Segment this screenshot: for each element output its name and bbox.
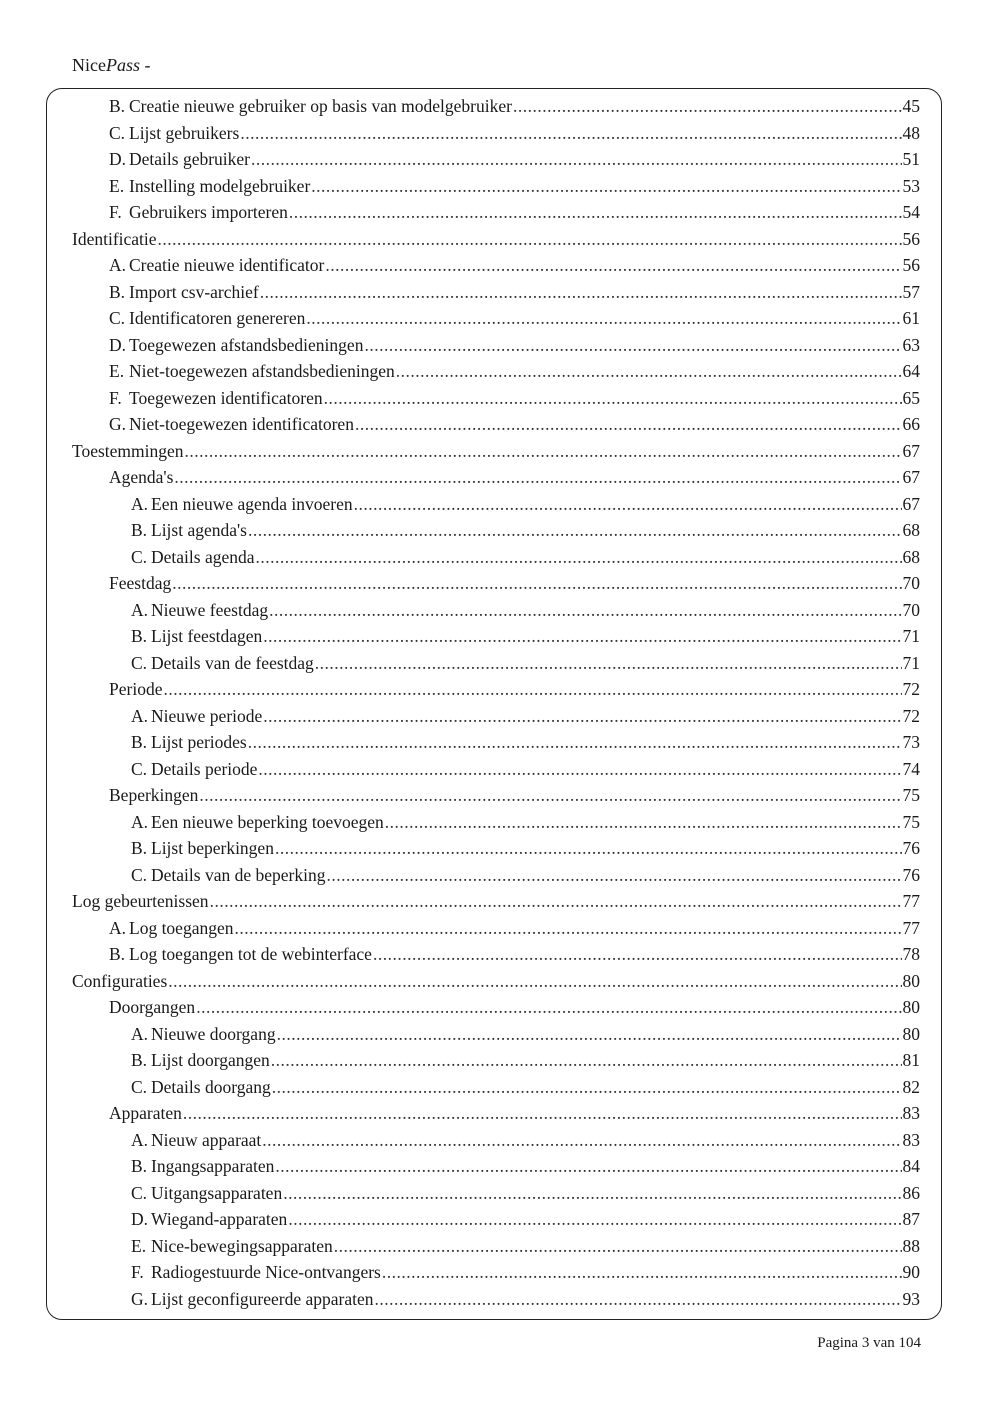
toc-dot-leader <box>199 783 901 807</box>
toc-entry[interactable] <box>72 1075 920 1102</box>
toc-entry-page-number: 67 <box>902 467 920 487</box>
toc-dot-leader <box>248 518 902 542</box>
toc-entry[interactable] <box>72 1234 920 1261</box>
toc-entry[interactable] <box>72 1154 920 1181</box>
toc-entry[interactable] <box>72 333 920 360</box>
toc-dot-leader <box>251 147 902 171</box>
toc-entry-title: Periode <box>109 679 163 699</box>
toc-entry-title: Agenda's <box>109 467 174 487</box>
toc-entry-page-number: 71 <box>902 652 920 673</box>
toc-entry[interactable] <box>72 147 920 174</box>
toc-entry-letter: B. <box>131 626 148 646</box>
toc-entry[interactable] <box>72 916 920 943</box>
toc-entry-title: Radiogestuurde Nice-ontvangers <box>151 1262 381 1282</box>
toc-entry-page-number: 53 <box>902 175 920 196</box>
toc-entry-page-number: 83 <box>902 1103 920 1123</box>
toc-entry-title: Een nieuwe beperking toevoegen <box>151 811 384 832</box>
toc-entry-letter: C. <box>131 652 148 673</box>
toc-dot-leader <box>275 836 902 860</box>
toc-entry-title: Import csv-archief <box>129 281 259 302</box>
toc-dot-leader <box>196 995 901 1019</box>
toc-dot-leader <box>277 1022 902 1046</box>
toc-entry[interactable] <box>72 200 920 227</box>
toc-entry-letter: A. <box>131 1023 149 1044</box>
header-suffix: - <box>140 55 151 75</box>
toc-dot-leader <box>275 1154 901 1178</box>
toc-entry-letter: C. <box>131 546 148 567</box>
toc-entry[interactable] <box>72 492 920 519</box>
toc-entry-title: Configuraties <box>72 970 168 991</box>
toc-entry[interactable] <box>72 227 920 254</box>
toc-entry[interactable] <box>72 571 920 598</box>
toc-entry-title: Log toegangen <box>129 917 234 938</box>
toc-entry-page-number: 56 <box>902 255 920 275</box>
toc-entry-title: Een nieuwe agenda invoeren <box>151 493 353 514</box>
toc-dot-leader <box>311 174 901 198</box>
toc-entry[interactable] <box>72 1048 920 1075</box>
toc-dot-leader <box>258 757 901 781</box>
toc-entry[interactable] <box>72 1207 920 1234</box>
toc-entry-page-number: 45 <box>902 96 920 116</box>
toc-entry-letter: B. <box>109 281 126 302</box>
toc-dot-leader <box>263 624 901 648</box>
toc-entry[interactable] <box>72 704 920 731</box>
toc-entry-page-number: 66 <box>902 414 920 434</box>
toc-entry[interactable] <box>72 651 920 678</box>
toc-dot-leader <box>306 306 901 330</box>
toc-entry-page-number: 56 <box>902 228 920 249</box>
toc-entry-title: Lijst beperkingen <box>151 838 274 858</box>
toc-entry-title: Details van de beperking <box>151 864 326 885</box>
toc-dot-leader <box>326 863 901 887</box>
toc-entry-title: Wiegand-apparaten <box>151 1209 288 1229</box>
toc-entry-page-number: 68 <box>902 546 920 567</box>
toc-entry-page-number: 65 <box>902 387 920 408</box>
toc-entry-title: Details agenda <box>151 546 255 567</box>
toc-entry-page-number: 86 <box>902 1182 920 1203</box>
toc-entry-title: Creatie nieuwe gebruiker op basis van modelgebruiker <box>129 96 512 116</box>
toc-entry-title: Lijst gebruikers <box>129 122 240 143</box>
toc-entry-title: Lijst feestdagen <box>151 626 263 646</box>
toc-dot-leader <box>324 386 902 410</box>
toc-entry-title: Nice-bewegingsapparaten <box>151 1235 333 1256</box>
header-app-name-italic: Pass <box>105 55 140 75</box>
toc-entry-title: Nieuwe doorgang <box>151 1023 276 1044</box>
toc-entry[interactable] <box>72 1260 920 1287</box>
toc-entry-title: Creatie nieuwe identificator <box>129 255 325 275</box>
toc-entry-page-number: 61 <box>902 308 920 328</box>
toc-entry[interactable] <box>72 518 920 545</box>
toc-dot-leader <box>513 94 902 118</box>
toc-entry-page-number: 88 <box>902 1235 920 1256</box>
toc-entry-page-number: 57 <box>902 281 920 302</box>
toc-dot-leader <box>325 253 901 277</box>
toc-entry-title: Apparaten <box>109 1103 182 1123</box>
toc-entry-title: Identificatoren genereren <box>129 308 306 328</box>
toc-entry-title: Feestdag <box>109 573 172 593</box>
toc-entry-page-number: 67 <box>902 493 920 514</box>
toc-entry-title: Log toegangen tot de webinterface <box>129 944 372 964</box>
toc-entry-page-number: 67 <box>902 440 920 461</box>
toc-dot-leader <box>240 121 901 145</box>
toc-entry-letter: C. <box>131 1182 148 1203</box>
toc-dot-leader <box>355 412 902 436</box>
document-header <box>72 54 151 76</box>
toc-entry[interactable] <box>72 1287 920 1314</box>
toc-dot-leader <box>382 1260 902 1284</box>
toc-entry[interactable] <box>72 730 920 757</box>
toc-dot-leader <box>289 200 902 224</box>
toc-entry-page-number: 73 <box>902 732 920 752</box>
toc-entry[interactable] <box>72 306 920 333</box>
toc-entry[interactable] <box>72 465 920 492</box>
toc-entry-page-number: 84 <box>902 1156 920 1176</box>
toc-dot-leader <box>210 889 902 913</box>
toc-entry-title: Doorgangen <box>109 997 196 1017</box>
toc-entry-title: Gebruikers importeren <box>129 202 288 222</box>
toc-entry-page-number: 51 <box>902 149 920 169</box>
toc-entry[interactable] <box>72 783 920 810</box>
toc-entry-letter: D. <box>109 149 127 169</box>
toc-entry-page-number: 81 <box>902 1050 920 1070</box>
toc-entry-letter: D. <box>109 334 127 355</box>
toc-entry-title: Details periode <box>151 758 258 779</box>
toc-entry-title: Nieuwe periode <box>151 705 263 726</box>
toc-entry[interactable] <box>72 386 920 413</box>
toc-dot-leader <box>174 465 901 489</box>
toc-entry-letter: A. <box>109 917 127 938</box>
toc-entry-letter: B. <box>131 838 148 858</box>
toc-entry[interactable] <box>72 1128 920 1155</box>
toc-entry-page-number: 70 <box>902 573 920 593</box>
toc-dot-leader <box>168 969 901 993</box>
toc-entry-title: Toestemmingen <box>72 440 184 461</box>
toc-entry[interactable] <box>72 1101 920 1128</box>
toc-entry-letter: E. <box>109 361 125 381</box>
toc-entry-page-number: 77 <box>902 891 920 911</box>
toc-entry-letter: B. <box>109 96 126 116</box>
toc-entry[interactable] <box>72 757 920 784</box>
toc-dot-leader <box>373 942 902 966</box>
toc-entry[interactable] <box>72 94 920 121</box>
toc-entry-letter: C. <box>131 864 148 885</box>
toc-entry[interactable] <box>72 969 920 996</box>
toc-entry-page-number: 76 <box>902 838 920 858</box>
toc-entry-page-number: 72 <box>902 705 920 726</box>
toc-entry-title: Details doorgang <box>151 1076 271 1097</box>
toc-entry-page-number: 82 <box>902 1076 920 1097</box>
toc-dot-leader <box>163 677 901 701</box>
toc-entry-page-number: 54 <box>902 202 920 222</box>
toc-entry[interactable] <box>72 174 920 201</box>
toc-dot-leader <box>385 810 902 834</box>
toc-dot-leader <box>234 916 901 940</box>
toc-entry-letter: E. <box>131 1235 147 1256</box>
toc-dot-leader <box>364 333 901 357</box>
toc-entry-page-number: 80 <box>902 997 920 1017</box>
toc-entry-page-number: 75 <box>902 785 920 805</box>
toc-entry-title: Lijst doorgangen <box>151 1050 270 1070</box>
toc-entry-title: Niet-toegewezen afstandsbedieningen <box>129 361 395 381</box>
toc-entry-title: Lijst agenda's <box>151 520 247 540</box>
toc-dot-leader <box>185 439 902 463</box>
toc-entry-page-number: 93 <box>902 1288 920 1309</box>
toc-entry-letter: B. <box>131 1156 148 1176</box>
toc-dot-leader <box>288 1207 901 1231</box>
toc-entry-letter: E. <box>109 175 125 196</box>
toc-entry-letter: G. <box>131 1288 149 1309</box>
toc-entry-page-number: 80 <box>902 970 920 991</box>
toc-entry-letter: G. <box>109 414 127 434</box>
toc-entry-letter: A. <box>109 255 127 275</box>
toc-entry-letter: A. <box>131 493 149 514</box>
toc-entry-letter: B. <box>109 944 126 964</box>
toc-entry-page-number: 74 <box>902 758 920 779</box>
toc-entry-page-number: 48 <box>902 122 920 143</box>
toc-dot-leader <box>172 571 901 595</box>
toc-entry-page-number: 80 <box>902 1023 920 1044</box>
toc-entry-letter: B. <box>131 1050 148 1070</box>
toc-dot-leader <box>248 730 902 754</box>
toc-entry[interactable] <box>72 253 920 280</box>
toc-entry-letter: C. <box>131 758 148 779</box>
toc-dot-leader <box>396 359 902 383</box>
toc-entry-title: Identificatie <box>72 228 157 249</box>
toc-entry-title: Instelling modelgebruiker <box>129 175 311 196</box>
toc-entry-page-number: 90 <box>902 1262 920 1282</box>
toc-entry[interactable] <box>72 889 920 916</box>
toc-entry-letter: B. <box>131 520 148 540</box>
toc-entry-title: Toegewezen afstandsbedieningen <box>129 334 364 355</box>
toc-entry-page-number: 75 <box>902 811 920 832</box>
toc-dot-leader <box>315 651 902 675</box>
toc-entry-letter: C. <box>109 308 126 328</box>
toc-entry[interactable] <box>72 810 920 837</box>
toc-entry-title: Log gebeurtenissen <box>72 891 209 911</box>
toc-entry-page-number: 64 <box>902 361 920 381</box>
toc-entry-title: Lijst periodes <box>151 732 247 752</box>
toc-entry[interactable] <box>72 836 920 863</box>
toc-entry[interactable] <box>72 995 920 1022</box>
toc-entry-title: Toegewezen identificatoren <box>129 387 323 408</box>
toc-dot-leader <box>271 1048 902 1072</box>
toc-dot-leader <box>256 545 902 569</box>
toc-dot-leader <box>262 1128 901 1152</box>
toc-entry-letter: B. <box>131 732 148 752</box>
toc-dot-leader <box>183 1101 902 1125</box>
toc-entry[interactable] <box>72 1181 920 1208</box>
table-of-contents <box>72 94 920 1313</box>
toc-entry-title: Nieuw apparaat <box>151 1129 262 1150</box>
toc-entry-title: Uitgangsapparaten <box>151 1182 283 1203</box>
toc-entry[interactable] <box>72 677 920 704</box>
toc-dot-leader <box>260 280 902 304</box>
toc-dot-leader <box>272 1075 902 1099</box>
toc-entry-letter: F. <box>109 387 122 408</box>
toc-entry[interactable] <box>72 280 920 307</box>
toc-entry[interactable] <box>72 412 920 439</box>
toc-entry-title: Ingangsapparaten <box>151 1156 275 1176</box>
toc-entry-page-number: 78 <box>902 944 920 964</box>
toc-dot-leader <box>334 1234 902 1258</box>
toc-dot-leader <box>375 1287 902 1311</box>
toc-entry-title: Niet-toegewezen identificatoren <box>129 414 354 434</box>
toc-entry-title: Details van de feestdag <box>151 652 314 673</box>
toc-entry[interactable] <box>72 863 920 890</box>
toc-dot-leader <box>354 492 902 516</box>
toc-entry-page-number: 71 <box>902 626 920 646</box>
toc-entry-title: Details gebruiker <box>129 149 250 169</box>
toc-entry-letter: D. <box>131 1209 149 1229</box>
toc-entry-letter: F. <box>131 1262 144 1282</box>
toc-entry-letter: A. <box>131 705 149 726</box>
page-number-footer: Pagina 3 van 104 <box>817 1335 921 1351</box>
toc-entry[interactable] <box>72 624 920 651</box>
toc-entry[interactable] <box>72 545 920 572</box>
toc-dot-leader <box>283 1181 901 1205</box>
toc-entry-page-number: 87 <box>902 1209 920 1229</box>
toc-entry-letter: C. <box>109 122 126 143</box>
toc-entry[interactable] <box>72 359 920 386</box>
toc-entry-page-number: 63 <box>902 334 920 355</box>
toc-entry-page-number: 76 <box>902 864 920 885</box>
toc-entry[interactable] <box>72 598 920 625</box>
toc-entry-title: Nieuwe feestdag <box>151 599 269 620</box>
toc-entry-letter: A. <box>131 811 149 832</box>
toc-entry[interactable] <box>72 1022 920 1049</box>
toc-entry-page-number: 77 <box>902 917 920 938</box>
toc-entry[interactable] <box>72 942 920 969</box>
toc-entry[interactable] <box>72 439 920 466</box>
toc-entry-page-number: 72 <box>902 679 920 699</box>
toc-entry-title: Lijst geconfigureerde apparaten <box>151 1288 374 1309</box>
toc-entry-letter: A. <box>131 1129 149 1150</box>
toc-entry-letter: F. <box>109 202 122 222</box>
toc-entry-letter: C. <box>131 1076 148 1097</box>
toc-entry-page-number: 68 <box>902 520 920 540</box>
toc-entry-letter: A. <box>131 599 149 620</box>
toc-entry-page-number: 83 <box>902 1129 920 1150</box>
toc-dot-leader <box>158 227 902 251</box>
toc-entry-page-number: 70 <box>902 599 920 620</box>
toc-dot-leader <box>263 704 901 728</box>
toc-dot-leader <box>269 598 901 622</box>
toc-entry-title: Beperkingen <box>109 785 199 805</box>
header-app-name: Nice <box>72 55 106 75</box>
toc-entry[interactable] <box>72 121 920 148</box>
